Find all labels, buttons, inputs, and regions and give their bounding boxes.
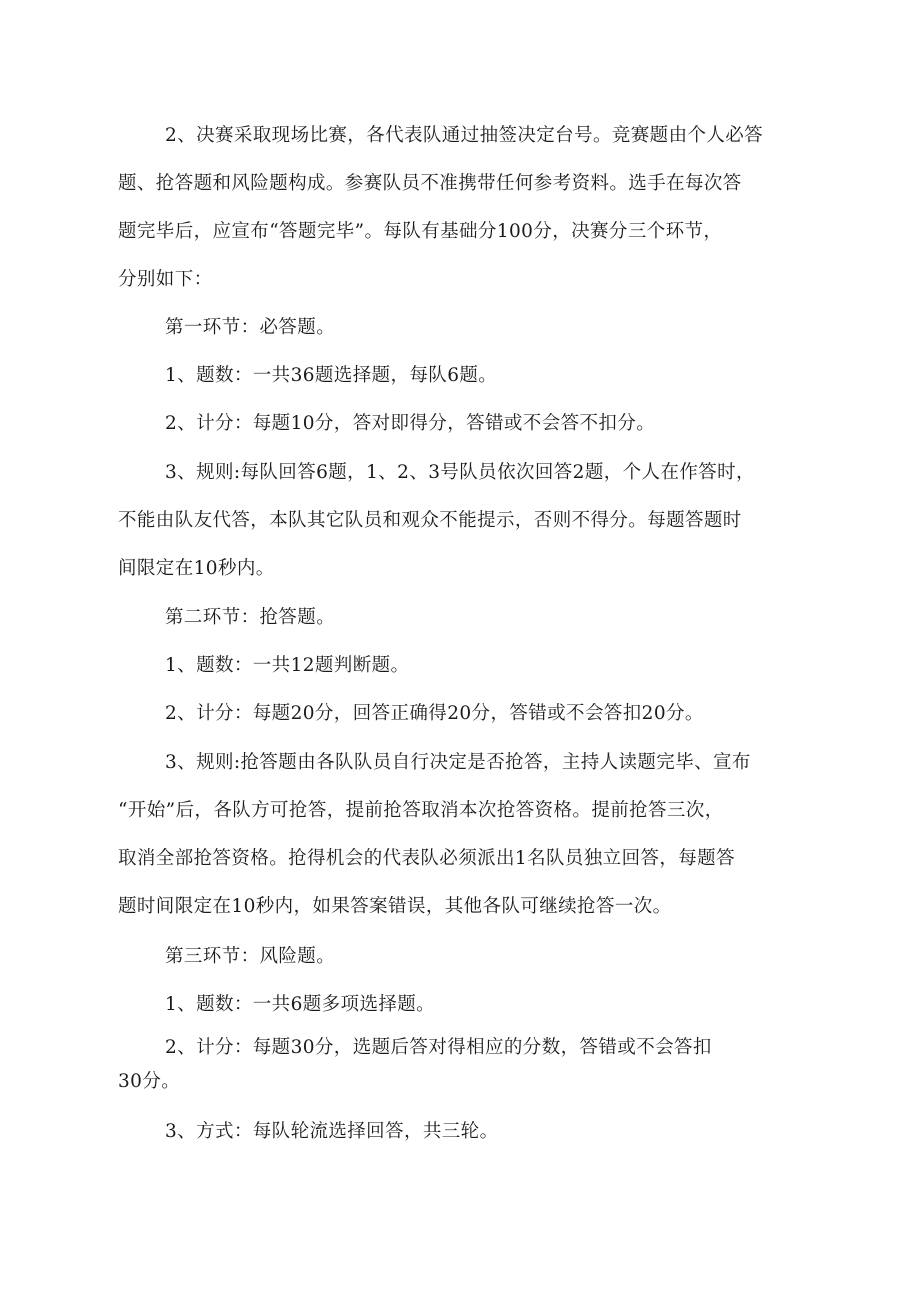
text-line: 第二环节：抢答题。 [165,607,336,628]
text-line: 3、方式：每队轮流选择回答，共三轮。 [165,1121,499,1142]
paragraph-round-2-count [118,642,808,690]
text-line: 2、计分：每题30分，选题后答对得相应的分数，答错或不会答扣 [165,1037,712,1058]
paragraph-round-1-rules [118,449,808,593]
paragraph-round-2-rules [118,739,808,931]
paragraph-round-3-method [118,1108,808,1156]
paragraph-final-rules [118,112,808,304]
text-line: 3、规则:每队回答6题，1、2、3号队员依次回答2题，个人在作答时， [165,462,755,483]
text-line: 第一环节：必答题。 [165,317,336,338]
paragraph-round-1-scoring [118,400,808,448]
text-line: 不能由队友代答，本队其它队员和观众不能提示，否则不得分。每题答题时 [118,510,742,531]
paragraph-round-2-scoring [118,690,808,738]
text-line: 3、规则:抢答题由各队队员自行决定是否抢答，主持人读题完毕、宣布 [165,752,751,773]
text-line: 2、计分：每题10分，答对即得分，答错或不会答不扣分。 [165,413,656,434]
text-line: 2、计分：每题20分，回答正确得20分，答错或不会答扣20分。 [165,703,704,724]
text-line: 1、题数：一共36题选择题，每队6题。 [165,365,498,386]
text-line: 取消全部抢答资格。抢得机会的代表队必须派出1名队员独立回答，每题答 [118,848,735,869]
section-heading-round-1 [118,304,808,352]
paragraph-round-3-count [118,981,808,1029]
text-line: 题时间限定在10秒内，如果答案错误，其他各队可继续抢答一次。 [118,896,672,917]
text-line: 间限定在10秒内。 [118,558,275,579]
paragraph-round-3-scoring [118,1029,808,1105]
text-line: 题完毕后，应宣布“答题完毕”。每队有基础分100分，决赛分三个环节， [118,221,723,242]
section-heading-round-2 [118,594,808,642]
paragraph-round-1-count [118,352,808,400]
text-line: 分别如下： [118,269,213,290]
text-line: 第三环节：风险题。 [165,946,336,967]
text-line: 30分。 [118,1071,181,1092]
text-line: 2、决赛采取现场比赛，各代表队通过抽签决定台号。竞赛题由个人必答 [165,125,764,146]
text-line: “开始”后，各队方可抢答，提前抢答取消本次抢答资格。提前抢答三次， [118,800,724,821]
text-line: 1、题数：一共6题多项选择题。 [165,994,436,1015]
section-heading-round-3 [118,933,808,981]
text-line: 题、抢答题和风险题构成。参赛队员不准携带任何参考资料。选手在每次答 [118,173,742,194]
text-line: 1、题数：一共12题判断题。 [165,655,410,676]
